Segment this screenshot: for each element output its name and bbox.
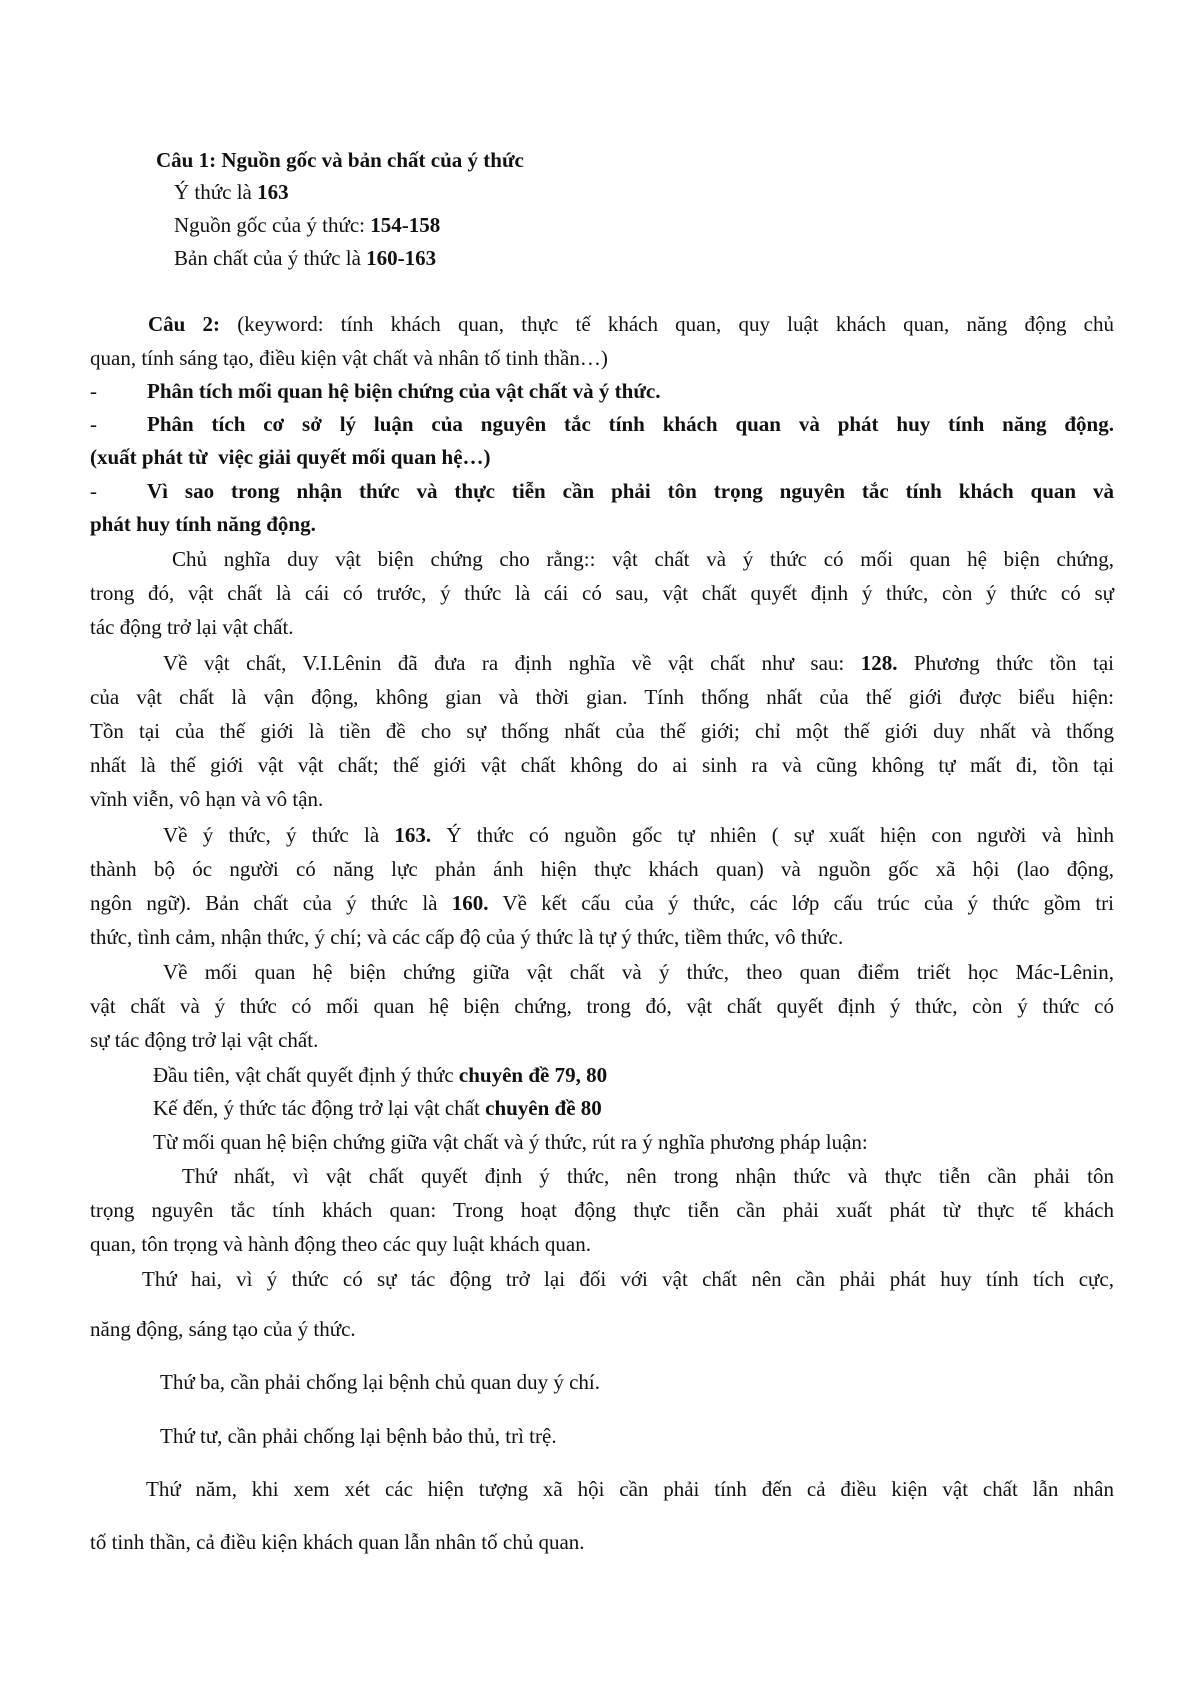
q2-keyword-line-1: Câu 2: (keyword: tính khách quan, thực tế khách quan, quy luật khách quan, năng động chủ: [148, 312, 1115, 336]
para-2-line-4: nhất là thế giới vật vật chất; thế giới vật chất không do ai sinh ra và cũng không tự mất đi, tồn tại: [90, 753, 1114, 777]
q2-bullet-2-dash: -: [90, 412, 97, 436]
method-3: Thứ ba, cần phải chống lại bệnh chủ quan duy ý chí.: [160, 1370, 601, 1394]
method-2-line-1: Thứ hai, vì ý thức có sự tác động trở lại đối với vật chất nên cần phải phát huy tính tích cực,: [142, 1267, 1114, 1291]
para-4-line-1: Về mối quan hệ biện chứng giữa vật chất và ý thức, theo quan điểm triết học Mác-Lênin,: [163, 960, 1114, 984]
q2-bullet-3-dash: -: [90, 479, 97, 503]
method-5-line-1: Thứ năm, khi xem xét các hiện tượng xã hội cần phải tính đến cả điều kiện vật chất lẫn nhân: [146, 1477, 1114, 1501]
q2-bullet-3-line-1: Vì sao trong nhận thức và thực tiễn cần phải tôn trọng nguyên tắc tính khách quan và: [147, 479, 1114, 503]
method-4: Thứ tư, cần phải chống lại bệnh bảo thủ, trì trệ.: [160, 1424, 557, 1448]
para-3-line-1: Về ý thức, ý thức là 163. Ý thức có nguồn gốc tự nhiên ( sự xuất hiện con người và hình: [163, 823, 1115, 847]
para-2-line-3: Tồn tại của thế giới là tiền đề cho sự thống nhất của thế giới; chỉ một thế giới duy nhất và thống: [90, 719, 1114, 743]
q2-keyword-line-2: quan, tính sáng tạo, điều kiện vật chất và nhân tố tinh thần…): [90, 346, 608, 370]
para-2-line-2: của vật chất là vận động, không gian và thời gian. Tính thống nhất của thế giới được biểu hiện:: [90, 685, 1114, 709]
q1-line-definition: Ý thức là 163: [174, 180, 289, 204]
para-3-line-3: ngôn ngữ). Bản chất của ý thức là 160. Về kết cấu của ý thức, các lớp cấu trúc của ý thức gồm tri: [90, 891, 1114, 915]
method-intro: Từ mối quan hệ biện chứng giữa vật chất và ý thức, rút ra ý nghĩa phương pháp luận:: [153, 1130, 868, 1154]
q1-line-origin: Nguồn gốc của ý thức: 154-158: [174, 213, 441, 237]
para-4-line-2: vật chất và ý thức có mối quan hệ biện chứng, trong đó, vật chất quyết định ý thức, còn ý thức có: [90, 994, 1114, 1018]
q2-bullet-2-line-1: Phân tích cơ sở lý luận của nguyên tắc tính khách quan và phát huy tính năng động.: [147, 412, 1114, 436]
para-3-line-2: thành bộ óc người có năng lực phản ánh hiện thực khách quan) và nguồn gốc xã hội (lao động,: [90, 857, 1114, 881]
para-4-line-3: sự tác động trở lại vật chất.: [90, 1028, 319, 1052]
q1-title: Câu 1: Nguồn gốc và bản chất của ý thức: [156, 148, 524, 172]
para-1-line-2: trong đó, vật chất là cái có trước, ý thức là cái có sau, vật chất quyết định ý thức, còn ý thức có sự: [90, 581, 1114, 605]
q1-line-essence: Bản chất của ý thức là 160-163: [174, 246, 437, 270]
method-1-line-3: quan, tôn trọng và hành động theo các quy luật khách quan.: [90, 1232, 591, 1256]
para-1-line-3: tác động trở lại vật chất.: [90, 615, 294, 639]
q2-bullet-1-dash: -: [90, 379, 97, 403]
para-2-line-5: vĩnh viễn, vô hạn và vô tận.: [90, 787, 324, 811]
q2-bullet-3-line-2: phát huy tính năng động.: [90, 512, 316, 536]
first-line: Đầu tiên, vật chất quyết định ý thức chuyên đề 79, 80: [153, 1063, 608, 1087]
para-3-line-4: thức, tình cảm, nhận thức, ý chí; và các cấp độ của ý thức là tự ý thức, tiềm thức, vô thức.: [90, 925, 844, 949]
method-5-line-2: tố tinh thần, cả điều kiện khách quan lẫn nhân tố chủ quan.: [90, 1530, 585, 1554]
method-2-line-2: năng động, sáng tạo của ý thức.: [90, 1317, 356, 1341]
next-line: Kế đến, ý thức tác động trở lại vật chất chuyên đề 80: [153, 1096, 602, 1120]
para-1-line-1: Chủ nghĩa duy vật biện chứng cho rằng:: vật chất và ý thức có mối quan hệ biện chứng,: [172, 547, 1114, 571]
method-1-line-1: Thứ nhất, vì vật chất quyết định ý thức, nên trong nhận thức và thực tiễn cần phải tôn: [182, 1164, 1114, 1188]
q2-bullet-2-line-2: (xuất phát từ việc giải quyết mối quan hệ…): [90, 445, 491, 469]
method-1-line-2: trọng nguyên tắc tính khách quan: Trong hoạt động thực tiễn cần phải xuất phát từ thực tế khách: [90, 1198, 1114, 1222]
q2-bullet-1: Phân tích mối quan hệ biện chứng của vật chất và ý thức.: [147, 379, 661, 403]
para-2-line-1: Về vật chất, V.I.Lênin đã đưa ra định nghĩa về vật chất như sau: 128. Phương thức tồn tại: [163, 651, 1114, 675]
